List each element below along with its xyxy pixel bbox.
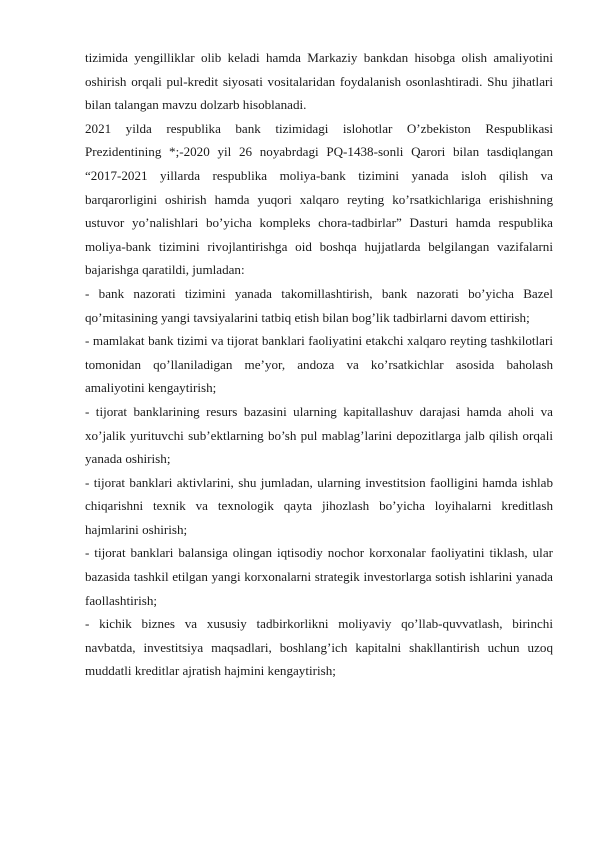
paragraph-7: - tijorat banklari balansiga olingan iqtisodiy nochor korxonalar faoliyatini tiklash, ular bazasida tashkil etilgan yangi korxonalarni strategik investorlarga sotish ishlarini yanada faollashtirish; xyxy=(85,545,553,608)
document-body xyxy=(85,46,553,683)
paragraph-1: tizimida yengilliklar olib keladi hamda Markaziy bankdan hisobga olish amaliyotini oshirish orqali pul-kredit siyosati vositalaridan foydalanish osonlashtiradi. Shu jihatlari bilan talangan mavzu dolzarb hisoblanadi. xyxy=(85,50,553,113)
paragraph-3: - bank nazorati tizimini yanada takomillashtirish, bank nazorati bo’yicha Bazel qo’mitasining yangi tavsiyalarini tatbiq etish bilan bog’lik tadbirlarni davom ettirish; xyxy=(85,285,553,325)
paragraph-8: - kichik biznes va xususiy tadbirkorlikni moliyaviy qo’llab-quvvatlash, birinchi navbatda, investitsiya maqsadlari, boshlang’ich kapitalni shakllantirish uchun uzoq muddatli kreditlar ajratish hajmini kengaytirish; xyxy=(85,616,553,679)
paragraph-4: - mamlakat bank tizimi va tijorat banklari faoliyatini etakchi xalqaro reyting tashkilotlari tomonidan qo’llaniladigan me’yor, andoza va ko’rsatkichlar asosida baholash amaliyotini kengaytirish; xyxy=(85,333,553,396)
paragraph-5: - tijorat banklarining resurs bazasini ularning kapitallashuv darajasi hamda aholi va xo’jalik yurituvchi sub’ektlarning bo’sh pul mablag’larini depozitlarga jalb qilish orqali yanada oshirish; xyxy=(85,403,553,467)
paragraph-2: 2021 yilda respublika bank tizimidagi islohotlar O’zbekiston Respublikasi Prezidentining *;-2020 yil 26 noyabrdagi PQ-1438-sonli Qarori bilan tasdiqlangan “2017-2021 yillarda respublika moliya-bank tizimini yanada isloh qilish va barqarorligini oshirish hamda yuqori xalqaro reyting ko’rsatkichlariga erishishning ustuvor yo’nalishlari bo’yicha kompleks chora-tadbirlar” Dasturi hamda respublika moliya-bank tizimini rivojlantirishga oid boshqa hujjatlarda belgilangan vazifalarni bajarishga qaratildi, jumladan: xyxy=(85,120,553,278)
paragraph-6: - tijorat banklari aktivlarini, shu jumladan, ularning investitsion faolligini hamda ishlab chiqarishni texnik va texnologik qayta jihozlash bo’yicha loyihalarni kreditlash hajmlarini oshirish; xyxy=(85,474,553,537)
